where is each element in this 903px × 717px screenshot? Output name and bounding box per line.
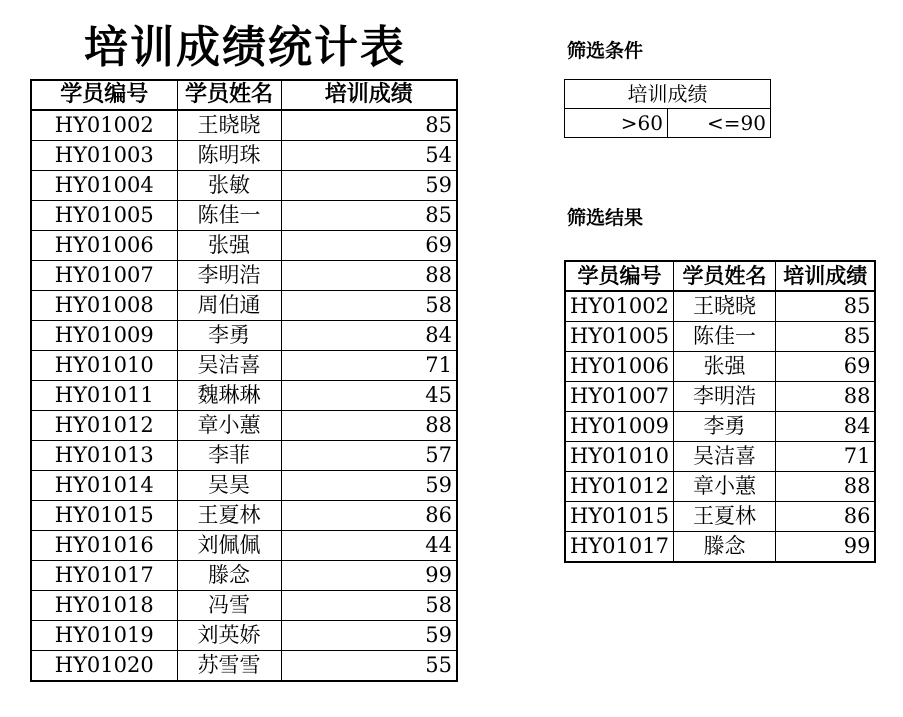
student-name-cell[interactable]: 张强 bbox=[177, 231, 281, 261]
header-training-score[interactable]: 培训成绩 bbox=[281, 80, 457, 110]
student-id-cell[interactable]: HY01020 bbox=[31, 651, 177, 682]
filter-criteria-table bbox=[564, 79, 771, 138]
student-name-cell[interactable]: 王晓晓 bbox=[177, 110, 281, 141]
result-header-row bbox=[565, 261, 875, 291]
student-name-cell[interactable]: 魏琳琳 bbox=[177, 381, 281, 411]
training-score-cell[interactable]: 59 bbox=[281, 171, 457, 201]
student-name-cell[interactable]: 滕念 bbox=[177, 561, 281, 591]
student-name-cell[interactable]: 刘英娇 bbox=[177, 621, 281, 651]
training-score-cell[interactable]: 88 bbox=[281, 411, 457, 441]
training-score-cell[interactable]: 69 bbox=[281, 231, 457, 261]
result-header-student-name[interactable]: 学员姓名 bbox=[673, 261, 775, 291]
student-id-cell[interactable]: HY01008 bbox=[31, 291, 177, 321]
student-id-cell[interactable]: HY01016 bbox=[31, 531, 177, 561]
student-id-cell[interactable]: HY01010 bbox=[31, 351, 177, 381]
table-row bbox=[31, 411, 457, 441]
result-row bbox=[565, 352, 875, 382]
filter-result-label: 筛选结果 bbox=[567, 207, 644, 229]
student-id-cell[interactable]: HY01014 bbox=[31, 471, 177, 501]
training-score-cell[interactable]: 85 bbox=[281, 201, 457, 231]
student-id-cell[interactable]: HY01003 bbox=[31, 141, 177, 171]
table-row bbox=[31, 231, 457, 261]
training-score-cell[interactable]: 85 bbox=[775, 291, 875, 322]
training-score-cell[interactable]: 69 bbox=[775, 352, 875, 382]
result-header-student-id[interactable]: 学员编号 bbox=[565, 261, 673, 291]
student-name-cell[interactable]: 吴洁喜 bbox=[673, 442, 775, 472]
result-row bbox=[565, 472, 875, 502]
student-id-cell[interactable]: HY01004 bbox=[31, 171, 177, 201]
table-row bbox=[31, 351, 457, 381]
result-row bbox=[565, 442, 875, 472]
student-id-cell[interactable]: HY01007 bbox=[565, 382, 673, 412]
table-row bbox=[31, 441, 457, 471]
training-score-cell[interactable]: 99 bbox=[281, 561, 457, 591]
student-name-cell[interactable]: 陈佳一 bbox=[177, 201, 281, 231]
student-id-cell[interactable]: HY01015 bbox=[31, 501, 177, 531]
training-score-cell[interactable]: 84 bbox=[775, 412, 875, 442]
student-id-cell[interactable]: HY01017 bbox=[565, 532, 673, 563]
table-row bbox=[31, 110, 457, 141]
page-title: 培训成绩统计表 bbox=[84, 22, 406, 73]
criteria-field-header[interactable]: 培训成绩 bbox=[565, 80, 771, 109]
training-score-cell[interactable]: 71 bbox=[775, 442, 875, 472]
student-name-cell[interactable]: 张强 bbox=[673, 352, 775, 382]
student-name-cell[interactable]: 陈佳一 bbox=[673, 322, 775, 352]
result-row bbox=[565, 322, 875, 352]
student-id-cell[interactable]: HY01017 bbox=[31, 561, 177, 591]
training-score-cell[interactable]: 85 bbox=[281, 110, 457, 141]
table-row bbox=[31, 171, 457, 201]
student-id-cell[interactable]: HY01009 bbox=[565, 412, 673, 442]
student-name-cell[interactable]: 王晓晓 bbox=[673, 291, 775, 322]
training-score-cell[interactable]: 88 bbox=[281, 261, 457, 291]
student-id-cell[interactable]: HY01012 bbox=[565, 472, 673, 502]
criteria-min-value[interactable]: >60 bbox=[565, 109, 668, 138]
student-id-cell[interactable]: HY01019 bbox=[31, 621, 177, 651]
student-id-cell[interactable]: HY01012 bbox=[31, 411, 177, 441]
table-row bbox=[31, 621, 457, 651]
student-id-cell[interactable]: HY01007 bbox=[31, 261, 177, 291]
student-name-cell[interactable]: 李明浩 bbox=[177, 261, 281, 291]
training-score-cell[interactable]: 88 bbox=[775, 382, 875, 412]
table-row bbox=[31, 201, 457, 231]
table-header-row bbox=[31, 80, 457, 110]
student-name-cell[interactable]: 王夏林 bbox=[177, 501, 281, 531]
table-row bbox=[31, 141, 457, 171]
student-name-cell[interactable]: 李勇 bbox=[673, 412, 775, 442]
result-row bbox=[565, 291, 875, 322]
student-id-cell[interactable]: HY01010 bbox=[565, 442, 673, 472]
student-id-cell[interactable]: HY01009 bbox=[31, 321, 177, 351]
training-score-cell[interactable]: 86 bbox=[775, 502, 875, 532]
criteria-max-value[interactable]: <=90 bbox=[668, 109, 771, 138]
training-score-cell[interactable]: 59 bbox=[281, 471, 457, 501]
training-score-cell[interactable]: 54 bbox=[281, 141, 457, 171]
table-row bbox=[31, 561, 457, 591]
student-id-cell[interactable]: HY01006 bbox=[565, 352, 673, 382]
table-row bbox=[31, 291, 457, 321]
student-id-cell[interactable]: HY01015 bbox=[565, 502, 673, 532]
student-name-cell[interactable]: 冯雪 bbox=[177, 591, 281, 621]
header-student-name[interactable]: 学员姓名 bbox=[177, 80, 281, 110]
student-name-cell[interactable]: 李明浩 bbox=[673, 382, 775, 412]
training-score-cell[interactable]: 59 bbox=[281, 621, 457, 651]
training-score-cell[interactable]: 85 bbox=[775, 322, 875, 352]
table-row bbox=[31, 321, 457, 351]
training-score-cell[interactable]: 58 bbox=[281, 591, 457, 621]
table-row bbox=[31, 501, 457, 531]
filter-result-table bbox=[564, 260, 876, 563]
student-name-cell[interactable]: 吴洁喜 bbox=[177, 351, 281, 381]
result-row bbox=[565, 502, 875, 532]
student-id-cell[interactable]: HY01002 bbox=[565, 291, 673, 322]
student-id-cell[interactable]: HY01018 bbox=[31, 591, 177, 621]
student-id-cell[interactable]: HY01002 bbox=[31, 110, 177, 141]
student-name-cell[interactable]: 吴昊 bbox=[177, 471, 281, 501]
training-score-cell[interactable]: 57 bbox=[281, 441, 457, 471]
student-id-cell[interactable]: HY01005 bbox=[31, 201, 177, 231]
student-name-cell[interactable]: 苏雪雪 bbox=[177, 651, 281, 682]
table-row bbox=[31, 651, 457, 682]
student-name-cell[interactable]: 刘佩佩 bbox=[177, 531, 281, 561]
student-id-cell[interactable]: HY01011 bbox=[31, 381, 177, 411]
student-name-cell[interactable]: 李菲 bbox=[177, 441, 281, 471]
student-name-cell[interactable]: 李勇 bbox=[177, 321, 281, 351]
student-name-cell[interactable]: 周伯通 bbox=[177, 291, 281, 321]
criteria-values-row bbox=[565, 109, 771, 138]
training-score-cell[interactable]: 45 bbox=[281, 381, 457, 411]
table-row bbox=[31, 471, 457, 501]
training-score-cell[interactable]: 84 bbox=[281, 321, 457, 351]
filter-criteria-label: 筛选条件 bbox=[567, 40, 644, 62]
result-body bbox=[565, 291, 875, 562]
student-name-cell[interactable]: 章小蕙 bbox=[177, 411, 281, 441]
training-score-cell[interactable]: 58 bbox=[281, 291, 457, 321]
training-score-cell[interactable]: 71 bbox=[281, 351, 457, 381]
table-body bbox=[31, 110, 457, 681]
student-name-cell[interactable]: 王夏林 bbox=[673, 502, 775, 532]
student-id-cell[interactable]: HY01006 bbox=[31, 231, 177, 261]
training-score-cell[interactable]: 99 bbox=[775, 532, 875, 563]
table-row bbox=[31, 591, 457, 621]
table-row bbox=[31, 261, 457, 291]
student-name-cell[interactable]: 陈明珠 bbox=[177, 141, 281, 171]
training-score-cell[interactable]: 86 bbox=[281, 501, 457, 531]
table-row bbox=[31, 531, 457, 561]
table-row bbox=[31, 381, 457, 411]
result-row bbox=[565, 532, 875, 563]
training-score-cell[interactable]: 44 bbox=[281, 531, 457, 561]
result-header-training-score[interactable]: 培训成绩 bbox=[775, 261, 875, 291]
training-score-cell[interactable]: 55 bbox=[281, 651, 457, 682]
criteria-header-row bbox=[565, 80, 771, 109]
training-score-table bbox=[30, 79, 458, 682]
student-id-cell[interactable]: HY01005 bbox=[565, 322, 673, 352]
result-row bbox=[565, 412, 875, 442]
student-id-cell[interactable]: HY01013 bbox=[31, 441, 177, 471]
result-row bbox=[565, 382, 875, 412]
student-name-cell[interactable]: 章小蕙 bbox=[673, 472, 775, 502]
training-score-cell[interactable]: 88 bbox=[775, 472, 875, 502]
student-name-cell[interactable]: 滕念 bbox=[673, 532, 775, 563]
student-name-cell[interactable]: 张敏 bbox=[177, 171, 281, 201]
header-student-id[interactable]: 学员编号 bbox=[31, 80, 177, 110]
